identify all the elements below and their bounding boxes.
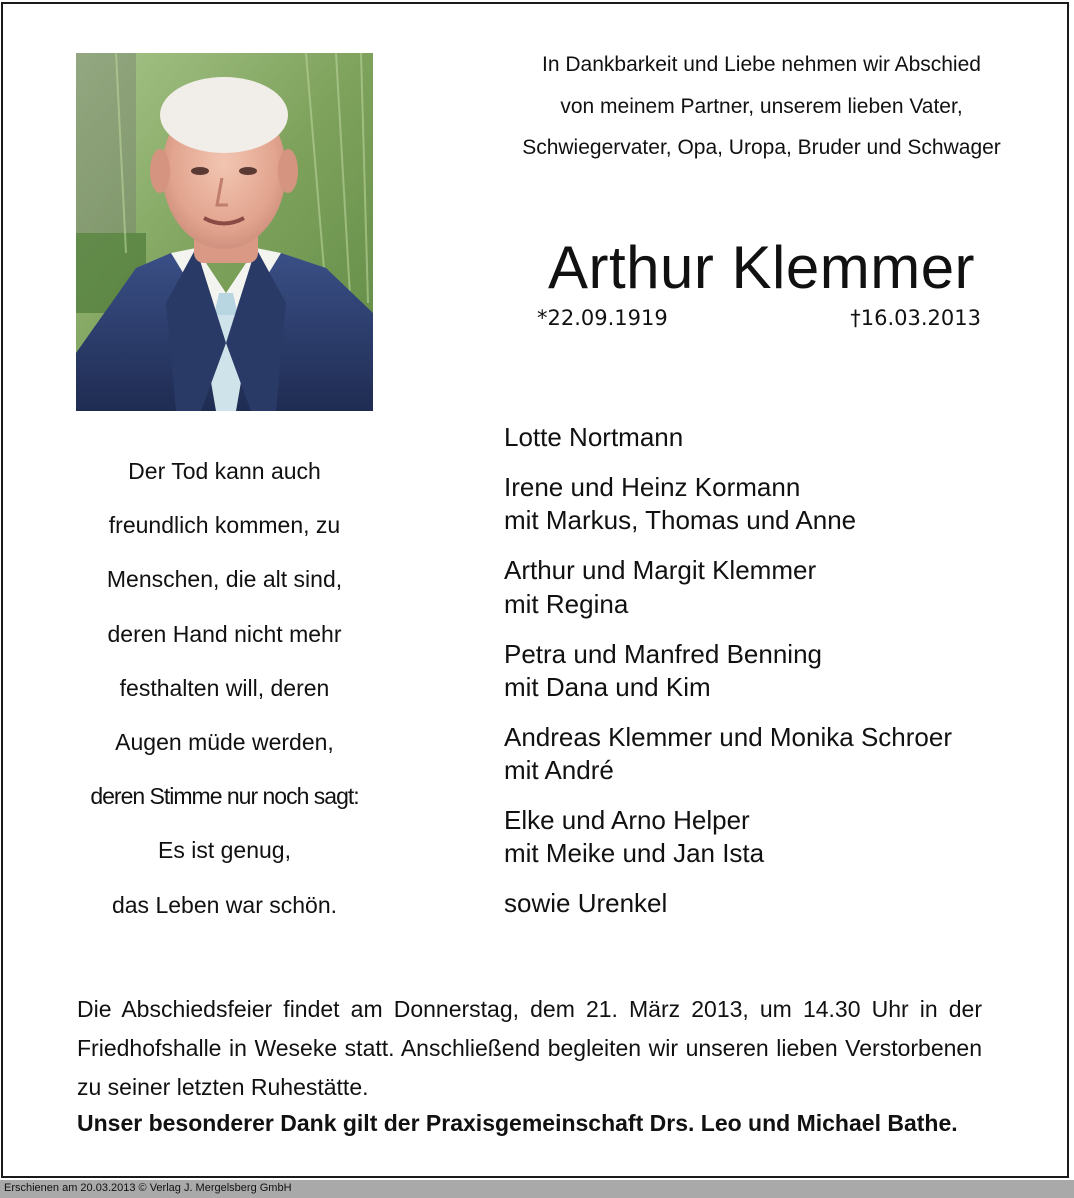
mourner-children: mit André (504, 755, 614, 786)
poem (76, 444, 373, 932)
poem-line: deren Stimme nur noch sagt: (90, 783, 359, 810)
intro-line: Schwiegervater, Opa, Uropa, Bruder und Schwager (522, 136, 1001, 159)
mourner-group (504, 421, 1044, 454)
death-date: †16.03.2013 (850, 306, 981, 330)
poem-line: deren Hand nicht mehr (107, 620, 342, 647)
mourner-name: Lotte Nortmann (504, 422, 684, 452)
mourner-name: Irene und Heinz Kormann (504, 471, 801, 502)
publication-credit: Erschienen am 20.03.2013 © Verlag J. Mergelsberg GmbH (4, 1182, 292, 1194)
poem-line: Es ist genug, (158, 837, 291, 864)
portrait-photo (76, 53, 373, 411)
poem-line: Der Tod kann auch (128, 458, 321, 484)
mourner-group (504, 638, 1044, 705)
funeral-details: Die Abschiedsfeier findet am Donnerstag, dem 21. März 2013, um 14.30 Uhr in der Friedhofshalle in Weseke statt. Anschließend begleiten wir unseren lieben Verstorbenen zu seiner letzten Ruhestätte. (77, 996, 982, 1100)
farewell-intro (480, 44, 1043, 169)
intro-line: In Dankbarkeit und Liebe nehmen wir Abschied (542, 53, 981, 76)
mourner-children: mit Markus, Thomas und Anne (504, 505, 857, 536)
poem-line: das Leben war schön. (111, 891, 338, 918)
poem-line: festhalten will, deren (119, 674, 330, 701)
deceased-name: Arthur Klemmer (547, 234, 976, 301)
mourner-name: sowie Urenkel (504, 888, 668, 919)
thanks-note: Unser besonderer Dank gilt der Praxisgemeinschaft Drs. Leo und Michael Bathe. (77, 1110, 958, 1137)
mourner-name: Andreas Klemmer und Monika Schroer (504, 721, 952, 752)
mourner-children: mit Meike und Jan Ista (504, 838, 765, 869)
mourner-children: mit Dana und Kim (504, 671, 711, 702)
mourner-group (504, 887, 1044, 920)
poem-line: freundlich kommen, zu (108, 512, 341, 539)
mourner-group (504, 554, 1044, 621)
mourner-children: mit Regina (504, 588, 629, 619)
mourner-group (504, 804, 1044, 871)
mourner-name: Arthur und Margit Klemmer (504, 555, 817, 586)
mourner-name: Petra und Manfred Benning (504, 638, 822, 669)
poem-line: Menschen, die alt sind, (106, 566, 343, 593)
mourner-group (504, 471, 1044, 538)
portrait-image (76, 53, 373, 411)
publication-footer (0, 1180, 1074, 1198)
birth-date: *22.09.1919 (537, 306, 668, 330)
funeral-notice (77, 990, 982, 1140)
mourner-name: Elke und Arno Helper (504, 805, 750, 836)
poem-line: Augen müde werden, (115, 729, 334, 756)
mourner-group (504, 721, 1044, 788)
intro-line: von meinem Partner, unserem lieben Vater, (560, 94, 963, 118)
mourners-list (504, 421, 1044, 937)
